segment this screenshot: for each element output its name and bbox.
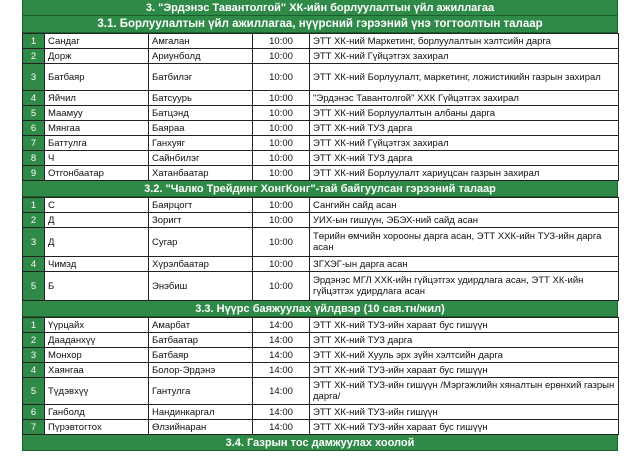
person-name: Д: [45, 228, 149, 257]
section-table-3-2: [22, 197, 619, 301]
hearing-time: 14:00: [253, 348, 310, 363]
table-row: [23, 378, 619, 405]
row-number: 2: [23, 333, 45, 348]
table-row: [23, 151, 619, 166]
person-given-name: Баярцогт: [149, 198, 253, 213]
person-given-name: Батбаатар: [149, 333, 253, 348]
person-name: Түдэвхүү: [45, 378, 149, 405]
position: ЗГХЭГ-ын дарга асан: [310, 257, 619, 272]
person-given-name: Энэбиш: [149, 272, 253, 301]
row-number: 9: [23, 166, 45, 181]
position: ЭТТ ХК-ний Маркетинг, борлуулалтын хэлтсийн дарга: [310, 34, 619, 49]
hearing-time: 10:00: [253, 106, 310, 121]
position: ЭТТ ХК-ний ТУЗ дарга: [310, 121, 619, 136]
position: ЭТТ ХК-ний ТУЗ-ийн хараат бус гишүүн: [310, 420, 619, 435]
person-given-name: Хүрэлбаатар: [149, 257, 253, 272]
person-given-name: Гантулга: [149, 378, 253, 405]
table-row: [23, 213, 619, 228]
hearing-time: 10:00: [253, 91, 310, 106]
person-name: Отгонбаатар: [45, 166, 149, 181]
hearing-time: 10:00: [253, 49, 310, 64]
position: Сангийн сайд асан: [310, 198, 619, 213]
table-row: [23, 106, 619, 121]
section-table-3-1: [22, 33, 619, 181]
section-heading-3-3: 3.3. Нүүрс баяжуулах үйлдвэр (10 сая.тн/жил): [22, 301, 618, 317]
position: Эрдэнэс МГЛ ХХК-ийн гүйцэтгэх удирдлага асан, ЭТТ ХК-ийн гүйцэтгэх удирдлага асан: [310, 272, 619, 301]
hearing-time: 10:00: [253, 257, 310, 272]
position: ЭТТ ХК-ний ТУЗ-ийн хараат бус гишүүн: [310, 363, 619, 378]
document-title: 3. "Эрдэнэс Тавантолгой" ХК-ийн борлуулалтын үйл ажиллагаа: [22, 0, 618, 16]
position: ЭТТ ХК-ний ТУЗ-ийн гишүүн: [310, 405, 619, 420]
position: ЭТТ ХК-ний ТУЗ дарга: [310, 333, 619, 348]
row-number: 1: [23, 318, 45, 333]
person-name: Дааданхүү: [45, 333, 149, 348]
hearing-time: 14:00: [253, 318, 310, 333]
row-number: 5: [23, 106, 45, 121]
hearing-time: 10:00: [253, 121, 310, 136]
hearing-time: 14:00: [253, 420, 310, 435]
row-number: 4: [23, 91, 45, 106]
table-row: [23, 34, 619, 49]
position: ЭТТ ХК-ний Борлуулалт хариуцсан газрын захирал: [310, 166, 619, 181]
row-number: 3: [23, 64, 45, 91]
person-name: Д: [45, 213, 149, 228]
person-name: Хаянгаа: [45, 363, 149, 378]
row-number: 5: [23, 378, 45, 405]
person-name: Баттулга: [45, 136, 149, 151]
person-given-name: Сайнбилэг: [149, 151, 253, 166]
table-row: [23, 405, 619, 420]
person-name: Ч: [45, 151, 149, 166]
person-name: Б: [45, 272, 149, 301]
position: ЭТТ ХК-ний ТУЗ дарга: [310, 151, 619, 166]
position: ЭТТ ХК-ний ТУЗ-ийн хараат бус гишүүн: [310, 318, 619, 333]
row-number: 1: [23, 34, 45, 49]
table-row: [23, 64, 619, 91]
position: ЭТТ ХК-ний Борлуулалтын албаны дарга: [310, 106, 619, 121]
hearing-time: 10:00: [253, 151, 310, 166]
section-heading-3-2: 3.2. "Чалко Трейдинг ХонгКонг"-тай байгуулсан гэрээний талаар: [22, 181, 618, 197]
hearing-time: 10:00: [253, 213, 310, 228]
hearing-time: 10:00: [253, 64, 310, 91]
row-number: 4: [23, 257, 45, 272]
person-name: С: [45, 198, 149, 213]
person-given-name: Баяраа: [149, 121, 253, 136]
hearing-time: 14:00: [253, 405, 310, 420]
person-name: Пүрэвтогтох: [45, 420, 149, 435]
row-number: 7: [23, 136, 45, 151]
person-given-name: Болор-Эрдэнэ: [149, 363, 253, 378]
person-name: Сандаг: [45, 34, 149, 49]
position: ЭТТ ХК-ний Гүйцэтгэх захирал: [310, 49, 619, 64]
person-given-name: Амгалан: [149, 34, 253, 49]
position: "Эрдэнэс Тавантолгой" ХХК Гүйцэтгэх захирал: [310, 91, 619, 106]
section-heading-3-1: 3.1. Борлуулалтын үйл ажиллагаа, нүүрсний гэрээний үнэ тогтоолтын талаар: [22, 16, 618, 33]
person-name: Чимэд: [45, 257, 149, 272]
row-number: 8: [23, 151, 45, 166]
row-number: 1: [23, 198, 45, 213]
person-given-name: Сугар: [149, 228, 253, 257]
person-name: Үүрцайх: [45, 318, 149, 333]
hearing-time: 14:00: [253, 378, 310, 405]
person-given-name: Амарбат: [149, 318, 253, 333]
person-given-name: Ариунболд: [149, 49, 253, 64]
row-number: 5: [23, 272, 45, 301]
hearing-time: 10:00: [253, 198, 310, 213]
position: ЭТТ ХК-ний Гүйцэтгэх захирал: [310, 136, 619, 151]
row-number: 7: [23, 420, 45, 435]
table-row: [23, 333, 619, 348]
person-name: Батбаяр: [45, 64, 149, 91]
person-name: Монхор: [45, 348, 149, 363]
hearing-time: 10:00: [253, 272, 310, 301]
section-heading-3-4: 3.4. Газрын тос дамжуулах хоолой: [22, 435, 618, 451]
position: ЭТТ ХК-ний ТУЗ-ийн гишүүн /Мэргэжлийн хяналтын ерөнхий газрын дарга/: [310, 378, 619, 405]
table-row: [23, 318, 619, 333]
person-given-name: Батцэнд: [149, 106, 253, 121]
table-row: [23, 49, 619, 64]
table-row: [23, 121, 619, 136]
person-name: Яйчил: [45, 91, 149, 106]
hearing-time: 14:00: [253, 333, 310, 348]
person-given-name: Өлзийнаран: [149, 420, 253, 435]
hearing-time: 10:00: [253, 34, 310, 49]
person-given-name: Ганхуяг: [149, 136, 253, 151]
position: ЭТТ ХК-ний Хууль эрх зүйн хэлтсийн дарга: [310, 348, 619, 363]
person-given-name: Зоригт: [149, 213, 253, 228]
table-row: [23, 363, 619, 378]
person-name: Дорж: [45, 49, 149, 64]
hearing-time: 14:00: [253, 363, 310, 378]
table-row: [23, 198, 619, 213]
row-number: 2: [23, 213, 45, 228]
hearing-time: 10:00: [253, 166, 310, 181]
table-row: [23, 166, 619, 181]
table-row: [23, 348, 619, 363]
section-table-3-3: [22, 317, 619, 435]
person-name: Маамуу: [45, 106, 149, 121]
person-given-name: Батбаяр: [149, 348, 253, 363]
person-given-name: Батсуурь: [149, 91, 253, 106]
position: УИХ-ын гишүүн, ЭБЭХ-ний сайд асан: [310, 213, 619, 228]
table-row: [23, 228, 619, 257]
row-number: 4: [23, 363, 45, 378]
row-number: 3: [23, 348, 45, 363]
person-given-name: Нандинкаргал: [149, 405, 253, 420]
position: ЭТТ ХК-ний Борлуулалт, маркетинг, ложистикийн газрын захирал: [310, 64, 619, 91]
hearing-time: 10:00: [253, 228, 310, 257]
person-name: Мянгаа: [45, 121, 149, 136]
hearing-schedule-document: [22, 0, 618, 451]
person-name: Ганболд: [45, 405, 149, 420]
person-given-name: Батбилэг: [149, 64, 253, 91]
table-row: [23, 257, 619, 272]
row-number: 2: [23, 49, 45, 64]
table-row: [23, 91, 619, 106]
table-row: [23, 272, 619, 301]
row-number: 6: [23, 121, 45, 136]
position: Төрийн өмчийн хорооны дарга асан, ЭТТ ХХК-ийн ТУЗ-ийн дарга асан: [310, 228, 619, 257]
table-row: [23, 136, 619, 151]
row-number: 6: [23, 405, 45, 420]
table-row: [23, 420, 619, 435]
person-given-name: Хатанбаатар: [149, 166, 253, 181]
row-number: 3: [23, 228, 45, 257]
hearing-time: 10:00: [253, 136, 310, 151]
